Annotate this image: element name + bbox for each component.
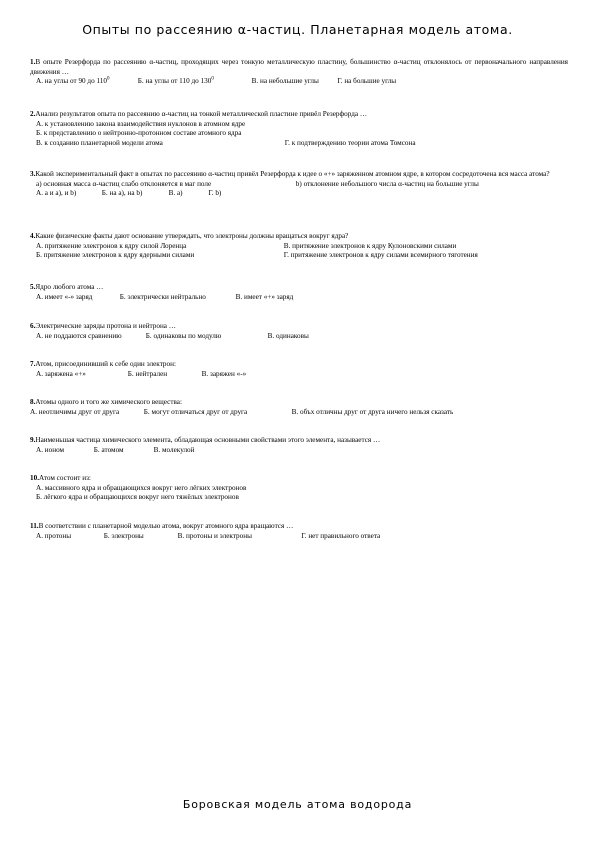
question-10 [30, 474, 568, 503]
question-text: Ядро любого атома … [35, 283, 104, 291]
question-number: 4. [30, 232, 36, 240]
question-number: 1. [30, 58, 36, 66]
question-number: 9. [30, 436, 36, 444]
statement-pair [30, 180, 568, 190]
question-text: Какие физические факты дают основание утверждать, что электроны должны вращаться вокруг ядра? [35, 232, 349, 240]
answer-option[interactable]: А. имеет «-» заряд [36, 292, 93, 301]
answer-option[interactable]: А. притяжение электронов к ядру силой Лоренца [36, 241, 187, 250]
question-number: 2. [30, 110, 36, 118]
answer-option[interactable]: Б. притяжение электронов к ядру ядерными силами [36, 251, 195, 259]
answer-option[interactable]: В. имеет «+» заряд [235, 292, 294, 301]
option-text: Б. на углы от 110 до 130 [137, 77, 212, 85]
question-stem [30, 283, 568, 293]
answer-option[interactable]: А. протоны [36, 531, 72, 540]
question-stem [30, 232, 568, 242]
answer-option[interactable]: Г. притяжение электронов к ядру силами всемирного тяготения [283, 251, 478, 259]
answer-option[interactable]: В. притяжение электронов к ядру Кулоновскими силами [283, 241, 457, 250]
question-8 [30, 398, 568, 417]
degree-superscript: 0 [211, 76, 214, 82]
answer-option[interactable]: Б. атомом [93, 445, 124, 454]
answer-option[interactable]: А. к установлению закона взаимодействия нуклонов в атомном ядре [36, 119, 246, 128]
answer-options [30, 251, 568, 261]
answer-options [30, 532, 568, 542]
answer-options [30, 139, 568, 149]
answer-option[interactable]: Б. нейтрален [127, 369, 168, 378]
answer-options [30, 77, 568, 87]
page-title: Опыты по рассеянию α-частиц. Планетарная модель атома. [82, 22, 513, 37]
question-number: 11. [30, 522, 39, 530]
question-6 [30, 322, 568, 341]
question-text: В опыте Резерфорда по рассеянию α-частиц, проходящих через тонкую металлическую пластину, большинство α-частиц отклонялось от первоначального направления движения … [30, 58, 568, 76]
question-5 [30, 283, 568, 302]
question-text: Электрические заряды протона и нейтрона … [35, 322, 176, 330]
question-stem [30, 436, 568, 446]
answer-option[interactable]: Б. на а), на b) [101, 189, 143, 197]
question-4 [30, 232, 568, 261]
answer-option[interactable]: Г. b) [208, 189, 222, 197]
degree-superscript: 0 [107, 76, 110, 82]
option-text: А. на углы от 90 до 110 [36, 77, 107, 85]
answer-options [30, 408, 568, 418]
question-text: Анализ результатов опыта по рассеянию α-частиц на тонкой металлической пластине привёл Резерфорда … [35, 110, 368, 118]
answer-option[interactable] [36, 77, 136, 87]
answer-options [30, 189, 568, 199]
statement-a: а) основная масса α-частиц слабо отклоняется в маг поле [36, 179, 212, 188]
answer-option[interactable]: А. не поддаются сравнению [36, 331, 122, 340]
answer-option[interactable]: В. заряжен «-» [201, 369, 247, 378]
answer-option[interactable]: А. а и а), и b) [36, 189, 77, 197]
answer-option[interactable]: В. одинаковы [267, 331, 309, 340]
answer-option[interactable]: В. к созданию планетарной модели атома [36, 138, 163, 147]
question-number: 5. [30, 283, 36, 291]
question-text: В соответствии с планетарной моделью атома, вокруг атомного ядра вращаются … [38, 522, 294, 530]
answer-option[interactable]: Б. одинаковы по модулю [145, 331, 222, 340]
question-9 [30, 436, 568, 455]
answer-option[interactable]: В. а) [168, 189, 183, 197]
answer-options [30, 332, 568, 342]
answer-option[interactable]: Г. нет правильного ответа [301, 531, 381, 540]
question-2 [30, 110, 568, 148]
answer-option[interactable]: Б. лёгкого ядра и обращающихся вокруг него тяжёлых электронов [36, 493, 239, 501]
question-text: Наименьшая частица химического элемента, обладающая основными свойствами этого элемента, называется … [35, 436, 381, 444]
answer-option[interactable]: В. на небольшие углы [251, 77, 319, 85]
question-stem [30, 110, 568, 120]
answer-option[interactable]: А. заряжена «+» [36, 369, 86, 378]
answer-option[interactable]: Б. к представлению о нейтронно-протонном составе атомного ядра [36, 129, 242, 137]
question-1 [30, 58, 568, 87]
question-text: Атомы одного и того же химического вещества: [35, 398, 182, 406]
question-number: 3. [30, 170, 36, 178]
answer-option[interactable]: В. объх отличны друг от друга ничего нельзя сказать [291, 407, 454, 416]
question-stem [30, 322, 568, 332]
question-text: Атом, присоединивший к себе один электрон: [35, 360, 176, 368]
question-stem [30, 398, 568, 408]
footer-heading: Боровская модель атома водорода [182, 798, 413, 811]
question-3 [30, 170, 568, 199]
statement-b: b) отклонение небольшого числа α-частиц на большие углы [295, 179, 479, 188]
answer-option[interactable]: Г. к подтверждению теории атома Томсона [284, 138, 416, 147]
answer-options [30, 446, 568, 456]
answer-options [30, 293, 568, 303]
answer-option[interactable]: В. протоны и электроны [177, 531, 252, 540]
question-stem [30, 522, 568, 532]
question-stem [30, 170, 568, 180]
question-stem [30, 58, 568, 77]
question-text: Какой экспериментальный факт в опытах по рассеянию α-частиц привёл Резерфорда к идее о «+» заряженном атомном ядре, в котором сосредоточена вся масса атома? [35, 170, 550, 178]
question-number: 6. [30, 322, 36, 330]
answer-option[interactable]: Б. электрически нейтрально [119, 292, 206, 301]
answer-option[interactable]: А. ионом [36, 445, 65, 454]
answer-option[interactable]: Г. на большие углы [337, 77, 397, 85]
question-stem [30, 360, 568, 370]
question-number: 7. [30, 360, 36, 368]
answer-option[interactable]: В. молекулой [153, 445, 195, 454]
answer-option[interactable]: Б. могут отличаться друг от друга [143, 407, 248, 416]
answer-option[interactable]: А. массивного ядра и обращающихся вокруг него лёгких электронов [36, 483, 247, 492]
question-7 [30, 360, 568, 379]
answer-options [30, 370, 568, 380]
question-11 [30, 522, 568, 541]
question-number: 10. [30, 474, 39, 482]
answer-option[interactable]: Б. электроны [103, 531, 144, 540]
question-number: 8. [30, 398, 36, 406]
answer-option[interactable] [138, 77, 250, 87]
question-stem [30, 474, 568, 484]
answer-options [30, 242, 568, 252]
question-text: Атом состоит из: [38, 474, 91, 482]
answer-option[interactable]: А. неотличимы друг от друга [30, 407, 120, 416]
